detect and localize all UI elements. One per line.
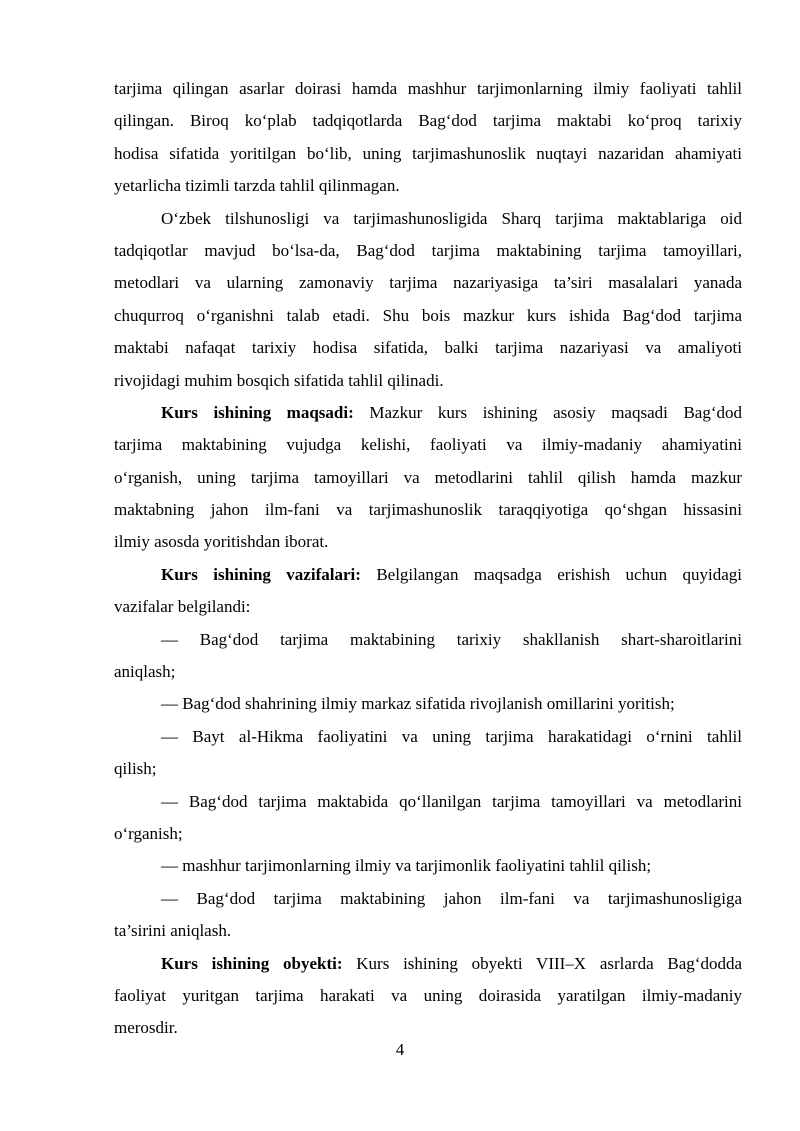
list-item-line: — Bag‘dod tarjima maktabining jahon ilm-fani va tarjimashunosligiga xyxy=(161,888,742,908)
text-line: merosdir. xyxy=(114,1018,178,1038)
list-item-line: ta’sirini aniqlash. xyxy=(114,921,232,941)
text-line: faoliyat yuritgan tarjima harakati va uning doirasida yaratilgan ilmiy-madaniy xyxy=(114,985,742,1005)
list-item-line: o‘rganish; xyxy=(114,823,183,843)
text-line: tarjima maktabining vujudga kelishi, faoliyati va ilmiy-madaniy ahamiyatini xyxy=(114,435,742,455)
list-item-line: — Bag‘dod shahrining ilmiy markaz sifatida rivojlanish omillarini yoritish; xyxy=(161,694,675,714)
text-line: maktabi nafaqat tarixiy hodisa sifatida, balki tarjima nazariyasi va amaliyoti xyxy=(114,338,742,358)
text-line: O‘zbek tilshunosligi va tarjimashunosligida Sharq tarjima maktablariga oid xyxy=(161,208,742,228)
text-line: rivojidagi muhim bosqich sifatida tahlil qilinadi. xyxy=(114,370,444,390)
list-item-line: — Bag‘dod tarjima maktabining tarixiy shakllanish shart-sharoitlarini xyxy=(161,629,742,649)
text-line: maktabning jahon ilm-fani va tarjimashunoslik taraqqiyotiga qo‘shgan hissasini xyxy=(114,500,742,520)
text-line: o‘rganish, uning tarjima tamoyillari va metodlarini tahlil qilish hamda mazkur xyxy=(114,467,742,487)
text-run: Belgilangan maqsadga erishish uchun quyidagi xyxy=(360,564,743,584)
list-item-line: — mashhur tarjimonlarning ilmiy va tarjimonlik faoliyatini tahlil qilish; xyxy=(161,856,652,876)
list-item-line: — Bag‘dod tarjima maktabida qo‘llanilgan tarjima tamoyillari va metodlarini xyxy=(161,791,742,811)
text-line: metodlari va ularning zamonaviy tarjima nazariyasiga ta’siri masalalari yanada xyxy=(114,273,742,293)
inline-heading-object: Kurs ishining obyekti: xyxy=(161,953,343,973)
text-run: Mazkur kurs ishining asosiy maqsadi Bag‘dod xyxy=(353,402,742,422)
text-line: ilmiy asosda yoritishdan iborat. xyxy=(114,532,329,552)
document-page xyxy=(114,73,742,1045)
text-line: tadqiqotlar mavjud bo‘lsa-da, Bag‘dod tarjima maktabining tarjima tamoyillari, xyxy=(114,240,742,260)
list-item-line: qilish; xyxy=(114,759,157,779)
text-line: chuqurroq o‘rganishni talab etadi. Shu bois mazkur kurs ishida Bag‘dod tarjima xyxy=(114,305,742,325)
inline-heading-tasks: Kurs ishining vazifalari: xyxy=(161,564,361,584)
text-line: hodisa sifatida yoritilgan bo‘lib, uning tarjimashunoslik nuqtayi nazaridan ahamiyati xyxy=(114,143,742,163)
list-item-line: — Bayt al-Hikma faoliyatini va uning tarjima harakatidagi o‘rnini tahlil xyxy=(161,726,742,746)
text-line: tarjima qilingan asarlar doirasi hamda mashhur tarjimonlarning ilmiy faoliyati tahlil xyxy=(114,79,742,98)
text-line-with-heading xyxy=(114,559,742,591)
text-line: qilingan. Biroq ko‘plab tadqiqotlarda Bag‘dod tarjima maktabi ko‘proq tarixiy xyxy=(114,111,742,131)
list-item-line: aniqlash; xyxy=(114,662,176,682)
text-line-with-heading xyxy=(114,948,742,980)
page-number: 4 xyxy=(395,1040,405,1059)
text-run: Kurs ishining obyekti VIII–X asrlarda Bag‘dodda xyxy=(342,953,742,973)
text-line: vazifalar belgilandi: xyxy=(114,597,251,617)
text-line: yetarlicha tizimli tarzda tahlil qilinmagan. xyxy=(114,176,400,196)
inline-heading-goal: Kurs ishining maqsadi: xyxy=(161,402,354,422)
text-line-with-heading xyxy=(114,397,742,429)
